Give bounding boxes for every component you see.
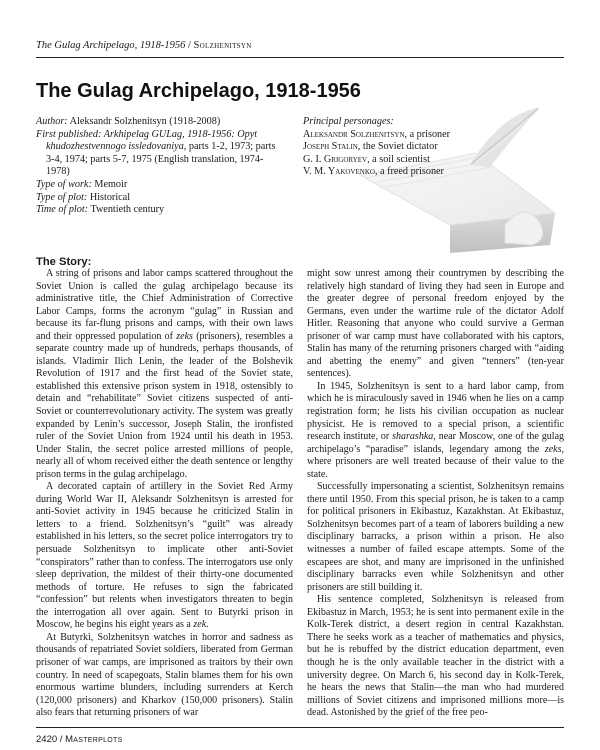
type-of-work-label: Type of work:	[36, 178, 92, 190]
time-of-plot-row	[36, 204, 286, 217]
type-of-work-row	[36, 179, 286, 192]
personage-name: Joseph Stalin	[303, 141, 358, 153]
footer-rule	[36, 727, 564, 728]
term: zeks	[544, 443, 562, 455]
personage-name: G. I. Grigoryev	[303, 153, 368, 165]
term: zeks	[176, 330, 193, 342]
story-paragraph: His sentence completed, Solzhenitsyn is released from Ekibastuz in March, 1953; he is sent into permanent exile in the Kolk-Terek district, a desert region in central Kazakhstan. There he seeks work as a teacher of mathematics and physics, but he is rebuffed by the district education department, even though he is the only available teacher in the district with a university degree. On March 6, his second day in Kolk-Terek, he hears the news that Stalin—the man who had murdered millions of Soviet citizens and imprisoned millions more—is dead. Astonished by the grief of the free peo-	[307, 594, 564, 719]
type-of-plot-row	[36, 192, 286, 205]
paragraph-text: A string of prisons and labor camps scattered throughout the Soviet Union is called the gulag archipelago because its administrative title, the Chief Administration of Corrective Labor Camps, forms the acronym “gulag” in Russian and because its far-flung prisons and camps, with their own laws and their oppressed population of	[36, 268, 293, 342]
personage-item	[303, 129, 563, 142]
running-head-author: Solzhenitsyn	[193, 40, 252, 51]
running-head	[36, 40, 252, 51]
paragraph-text: (prisoners), resembles a separate country made up of hundreds, perhaps thousands, of islands. Vladimir Ilich Lenin, the leader of the Bolshevik Revolution of 1917 and the first head of the Soviet state, established this extensive prison system in 1918, ostensibly to detain and “rehabilitate” Soviet citizens suspected of anti-Soviet or counterrevolutionary activity. The system was greatly expanded by Lenin’s successor, Joseph Stalin, the ironfisted ruler of the Soviet Union from 1924 until his death in 1953. Under Stalin, the secret police arrested millions of people, nearly all of whom received either the death sentence or lengthy prison terms in the gulag archipelago.	[36, 330, 293, 480]
time-of-plot-label: Time of plot:	[36, 204, 89, 216]
personage-name: Aleksandr Solzhenitsyn	[303, 128, 405, 140]
type-of-plot-value: Historical	[87, 191, 131, 203]
paragraph-text: , near Moscow, one of the gulag archipelago’s “paradise” islands, legendary among the	[307, 431, 565, 455]
story-paragraph	[36, 268, 293, 481]
story-paragraph	[36, 481, 293, 632]
time-of-plot-value: Twentieth century	[88, 204, 165, 216]
paragraph-text: .	[206, 619, 209, 631]
publication-details: parts 1-2, 1973; parts 3-4, 1974; parts 5-7, 1975 (English translation, 1974-1978)	[46, 141, 276, 178]
page-footer	[36, 734, 123, 745]
story-column-left	[36, 268, 293, 720]
footer-separator: /	[57, 734, 66, 745]
personage-desc: , a freed prisoner	[374, 166, 444, 178]
story-column-right	[307, 268, 564, 720]
paragraph-text: A decorated captain of artillery in the Soviet Red Army during World War II, Aleksandr Solzhenitsyn is arrested for anti-Soviet activity in 1945 because he criticized Stalin in letters to a friend. Solzhenitsyn’s “guilt” was already established in his letters, so the secret police interrogators try to persuade Solzhenitsyn to implicate other anti-Soviet “conspirators” rather than to confess. The interrogators use only sleep deprivation, the mildest of their thirty-one documented methods of torture. He refuses to sign the fabricated “confession” but relents when investigators threaten to begin the interrogation all over again. Sent to Butyrki prison in Moscow, he begins his eight years as a	[36, 481, 293, 631]
personage-item	[303, 166, 563, 179]
running-head-title: The Gulag Archipelago, 1918-1956	[36, 40, 186, 51]
story-paragraph: At Butyrki, Solzhenitsyn watches in horror and sadness as thousands of repatriated Soviet soldiers, liberated from German prisoner of war camps, are imprisoned as traitors by their own country. In need of scapegoats, Stalin blames them for his own enormous wartime blunders, including surrenders at Kerch (120,000 prisoners) and Kharkov (150,000 prisoners). Stalin also fears that returning prisoners of war	[36, 631, 293, 719]
author-label: Author:	[36, 116, 68, 127]
author-row	[36, 116, 286, 129]
first-published-row	[36, 129, 286, 179]
page-number: 2420	[36, 734, 58, 745]
series-name: Masterplots	[65, 734, 123, 745]
personage-item	[303, 154, 563, 167]
story-paragraph	[307, 381, 564, 481]
paragraph-text: In 1945, Solzhenitsyn is sent to a hard labor camp, from which he is miraculously saved in 1946 when he lies on a camp registration form; he lists his civilian occupation as nuclear physicist. He is removed to a special prison, a scientific research institute, or	[307, 380, 564, 443]
author-value: Aleksandr Solzhenitsyn (1918-2008)	[67, 116, 221, 127]
original-title: Arkhipelag GULag, 1918-1956: Opyt khudozhestvennogo issledovaniya,	[46, 128, 258, 153]
header-rule	[36, 57, 564, 58]
story-paragraph-continued: might sow unrest among their countrymen by describing the relatively high standard of living they had seen in Europe and the greater degree of personal freedom enjoyed by the Germans, even under the wartime rule of the dictator Adolf Hitler. Reasoning that anyone who could survive a German prisoner of war camp must have collaborated with his captors, Stalin has many of the returning prisoners charged with “aiding and abetting the enemy” and given “tenners” (ten-year sentences).	[307, 268, 564, 380]
type-of-work-value: Memoir	[91, 178, 128, 190]
personage-desc: , a prisoner	[404, 128, 451, 140]
personage-name: V. M. Yakovenko	[303, 166, 375, 178]
first-published-label: First published:	[36, 128, 102, 140]
term: zek	[193, 619, 207, 631]
personages-heading: Principal personages:	[303, 116, 394, 127]
page-title: The Gulag Archipelago, 1918-1956	[36, 80, 361, 102]
story-heading: The Story:	[36, 256, 92, 268]
personages-block	[303, 116, 563, 179]
personage-desc: , the Soviet dictator	[357, 141, 438, 153]
metadata-block	[36, 116, 286, 217]
running-head-separator: /	[185, 40, 194, 51]
personage-item	[303, 141, 563, 154]
type-of-plot-label: Type of plot:	[36, 191, 88, 203]
story-paragraph: Successfully impersonating a scientist, Solzhenitsyn remains there until 1950. From this special prison, he is taken to a camp for political prisoners in Ekibastuz, Kazakhstan. At Ekibastuz, Solzhenitsyn becomes part of a team of laborers building a new disciplinary barracks, a prison within a prison. He also witnesses a number of failed escape attempts. Some of the escapees are shot, and many are imprisoned in the unfinished disciplinary barracks even while Solzhenitsyn and other prisoners are still building it.	[307, 481, 564, 593]
personage-desc: , a soil scientist	[367, 153, 430, 165]
term: sharashka	[392, 431, 434, 443]
paragraph-text: , where prisoners are well treated because of their value to the state.	[307, 443, 564, 480]
